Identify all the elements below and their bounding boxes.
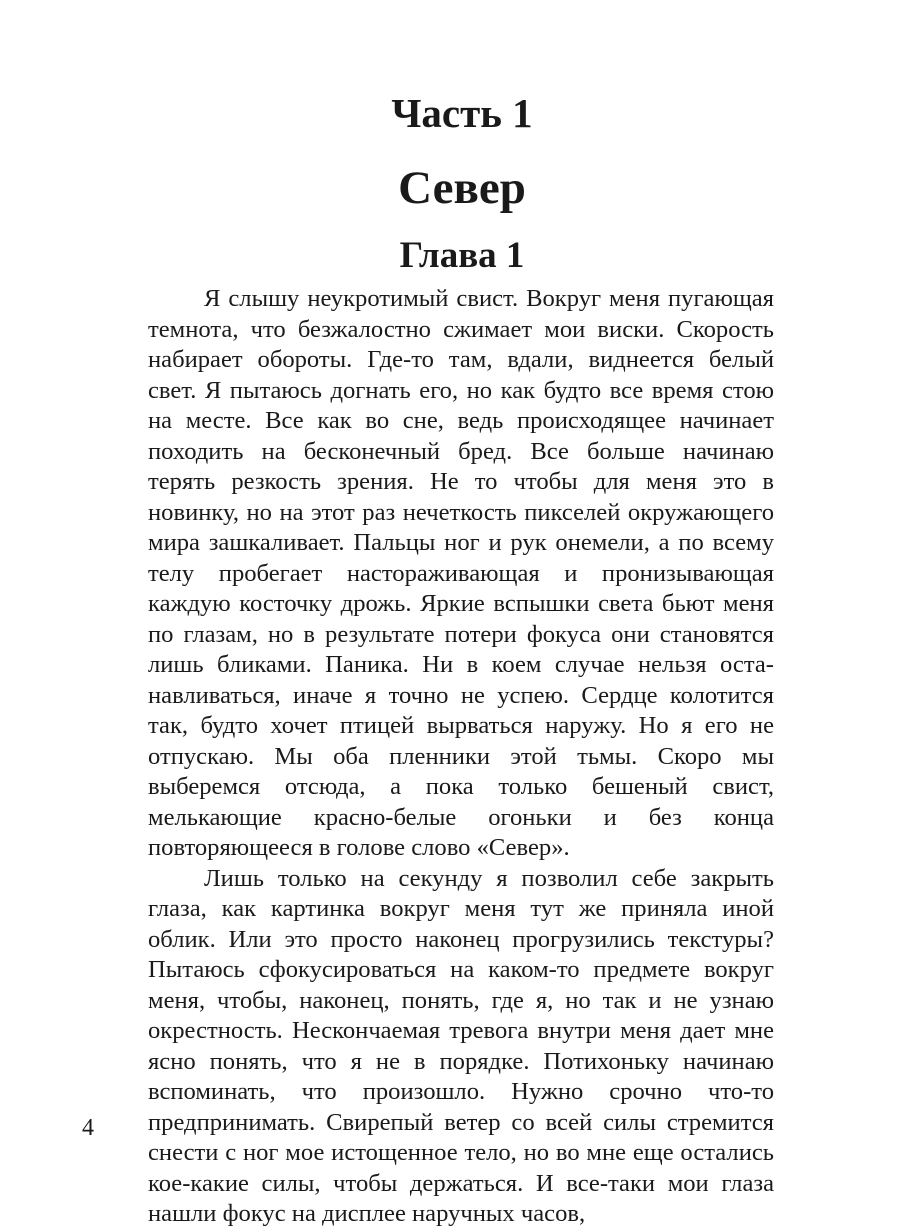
paragraph-2: Лишь только на секунду я позволил себе закрыть глаза, как картинка вокруг меня тут же приняла иной облик. Или это просто наконец прогрузились текстуры? Пытаюсь сфокусироваться на каком-то предмете вокруг меня, чтобы, наконец, понять, где я, но так и не узнаю окрестность. Нескончаемая тревога внутри меня дает мне ясно понять, что я не в порядке. Потихоньку начинаю вспоминать, что произошло. Нужно срочно что-то предпринимать. Свирепый ветер со всей силы стремится снести с ног мое истощенное тело, но во мне еще остались кое-какие силы, чтобы держаться. И все-таки мои глаза нашли фокус на дисплее наручных часов, <box>148 864 774 1227</box>
chapter-body <box>148 284 774 1230</box>
chapter-heading: Глава 1 <box>399 235 525 276</box>
page-number: 4 <box>82 1115 94 1141</box>
paragraph-1: Я слышу неукротимый свист. Вокруг меня пугающая темнота, что безжалостно сжимает мои виски. Скорость набирает обороты. Где-то там, вдали, виднеется белый свет. Я пытаюсь догнать его, но как будто все время стою на месте. Все как во сне, ведь происходящее начинает походить на бесконечный бред. Все больше начинаю терять резкость зрения. Не то чтобы для меня это в новинку, но на этот раз нечеткость пикселей окружающего мира зашкаливает. Пальцы ног и рук онемели, а по всему телу пробегает настораживающая и пронизывающая каждую косточку дрожь. Яркие вспышки света бьют меня по глазам, но в результате потери фокуса они становятся лишь бликами. Паника. Ни в коем случае нельзя останавливаться, иначе я точно не успею. Сердце колотится так, будто хочет птицей вырваться наружу. Но я его не отпускаю. Мы оба пленники этой тьмы. Скоро мы выберемся отсюда, а пока только бешеный свист, мелькающие красно-белые огоньки и без конца повторяющееся в голове слово «Север». <box>148 285 774 861</box>
part-heading: Часть 1 <box>391 90 533 136</box>
section-heading: Север <box>398 162 526 214</box>
